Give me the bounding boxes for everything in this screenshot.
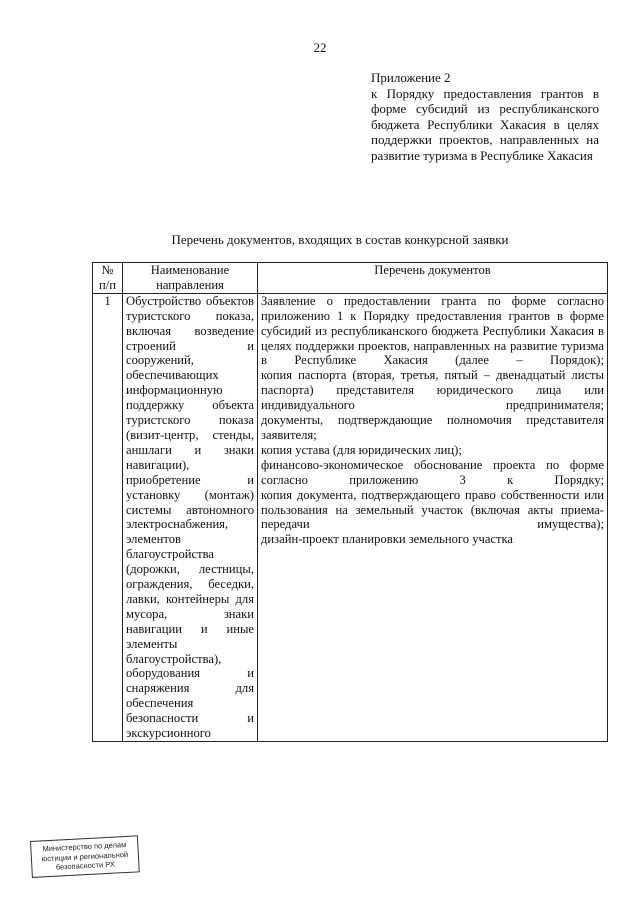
documents-table — [92, 262, 608, 742]
ministry-stamp: Министерство по делам юстиции и региональной безопасности РХ — [30, 835, 140, 877]
document-item: Заявление о предоставлении гранта по форме согласно приложению 1 к Порядку предоставления грантов в форме субсидий из республиканского бюджета Республики Хакасия в целях поддержки проектов, направленных на развитие туризма в Республике Хакасия (далее – Порядок); — [261, 293, 604, 368]
appendix-text: к Порядку предоставления грантов в форме субсидий из республиканского бюджета Республики Хакасия в целях поддержки проектов, направленных на развитие туризма в Республике Хакасия — [371, 85, 599, 163]
document-item: копия устава (для юридических лиц); — [261, 442, 462, 457]
document-item: копия документа, подтверждающего право собственности или пользования на земельный участок (включая акты приема-передачи имущества); — [261, 487, 604, 532]
document-item: дизайн-проект планировки земельного участка — [261, 532, 514, 547]
document-item: документы, подтверждающие полномочия представителя заявителя; — [261, 413, 604, 442]
document-item: копия паспорта (вторая, третья, пятый – двенадцатый листы паспорта) представителя юридического лица или индивидуального предпринимателя; — [261, 368, 604, 413]
header-num: № п/п — [93, 263, 123, 294]
document-heading: Перечень документов, входящих в состав конкурсной заявки — [171, 232, 509, 247]
header-direction: Наименование направления — [123, 263, 258, 294]
row-documents — [258, 293, 608, 741]
appendix-block — [371, 70, 599, 164]
page-number: 22 — [313, 40, 327, 55]
table-header-row — [93, 263, 608, 294]
header-documents: Перечень документов — [258, 263, 608, 294]
row-num: 1 — [93, 293, 123, 741]
row-direction: Обустройство объектов туристского показа, включая возведение строений и сооружений, обеспечивающих информационную поддержку объекта туристского показа (визит-центр, стенды, аншлаги и знаки навигации), приобретение и установку (монтаж) системы автономного электроснабжения, элементов благоустройства (дорожки, лестницы, ограждения, беседки, лавки, контейнеры для мусора, знаки навигации и иные элементы благоустройства), оборудования и снаряжения для обеспечения безопасности и экскурсионного — [123, 293, 258, 741]
appendix-title: Приложение 2 — [371, 70, 451, 85]
table-row — [93, 293, 608, 741]
document-item: финансово-экономическое обоснование проекта по форме согласно приложению 3 к Порядку; — [261, 457, 604, 487]
